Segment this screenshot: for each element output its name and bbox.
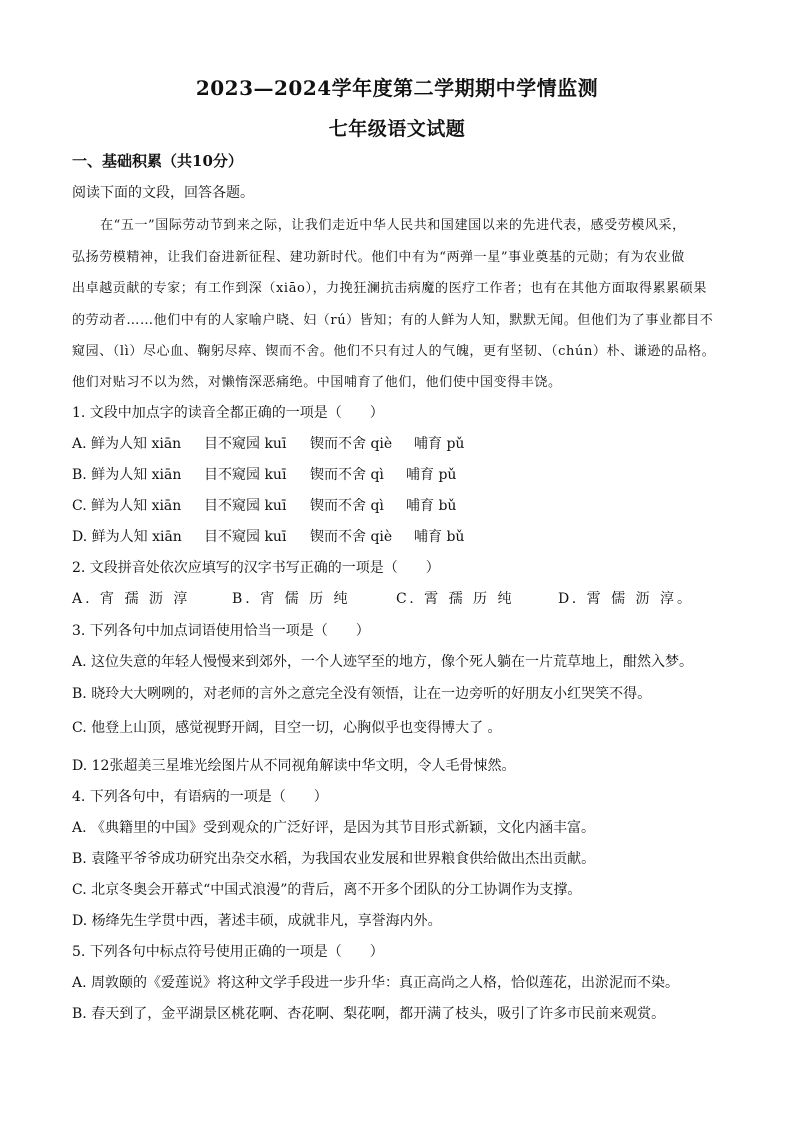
q1d-item-3: 锲而不舍 qiè (310, 529, 393, 545)
q1b-item-3: 锲而不舍 qì (310, 467, 384, 483)
reading-instruction: 阅读下面的文段，回答各题。 (72, 185, 254, 201)
question-3-stem: 3. 下列各句中加点词语使用恰当一项是（ ） (72, 623, 370, 639)
section-heading: 一、基础积累（共10分） (72, 152, 243, 170)
passage-line-3: 出卓越贡献的专家；有工作到深（xiāo），力挽狂澜抗击病魔的医疗工作者；也有在其他方面取得累累硕果 (72, 281, 707, 296)
passage-line-5: 窥园、（lì）尽心血、鞠躬尽瘁、锲而不舍。他们不只有过人的气魄，更有坚韧、（chún）朴、谦逊的品格。 (72, 344, 716, 359)
q1c-item-3: 锲而不舍 qì (310, 498, 384, 514)
q1a-item-4: 哺育 pǔ (414, 436, 465, 452)
question-4-stem: 4. 下列各句中，有语病的一项是（ ） (72, 789, 328, 805)
passage-line-4: 的劳动者……他们中有的人家喻户晓、妇（rú）皆知；有的人鲜为人知，默默无闻。但他们为了事业都目不 (72, 313, 714, 328)
question-4-option-a: A. 《典籍里的中国》受到观众的广泛好评，是因为其节目形式新颖，文化内涵丰富。 (72, 820, 596, 836)
question-5-option-b: B. 春天到了，金平湖景区桃花啊、杏花啊、梨花啊，都开满了枝头，吸引了许多市民前来观赏。 (72, 1006, 666, 1022)
q2-option-c: C. 霄 孺 历 纯 (396, 591, 515, 607)
q1c-item-1: C. 鲜为人知 xiān (72, 498, 182, 514)
question-3-option-b: B. 晓玲大大咧咧的，对老师的言外之意完全没有领悟，让在一边旁听的好朋友小红哭笑不得。 (72, 686, 652, 702)
q2-option-a: A. 宵 孺 沥 淳 (72, 591, 191, 607)
passage-line-1: 在“五一”国际劳动节到来之际，让我们走近中华人民共和国建国以来的先进代表，感受劳模风采， (100, 218, 686, 233)
question-2-stem: 2. 文段拼音处依次应填写的汉字书写正确的一项是（ ） (72, 560, 440, 576)
q1b-item-4: 哺育 pǔ (406, 467, 457, 483)
q1b-item-2: 目不窥园 kuī (204, 467, 287, 483)
q1a-item-3: 锲而不舍 qiè (310, 436, 393, 452)
q1c-item-4: 哺育 bǔ (406, 498, 457, 514)
q1d-item-4: 哺育 bǔ (414, 529, 465, 545)
question-5-stem: 5. 下列各句中标点符号使用正确的一项是（ ） (72, 944, 384, 960)
passage-line-2: 弘扬劳模精神，让我们奋进新征程、建功新时代。他们中有为“两弹一星”事业奠基的元勋；有为农业做 (72, 250, 685, 265)
q1a-item-1: A. 鲜为人知 xiān (72, 436, 182, 452)
exam-title: 2023—2024学年度第二学期期中学情监测 (195, 76, 599, 100)
question-3-option-c: C. 他登上山顶，感觉视野开阔，目空一切，心胸似乎也变得博大了 。 (72, 720, 502, 736)
q2-option-d: D. 霄 儒 沥 淳。 (558, 591, 694, 607)
q1d-item-2: 目不窥园 kuī (204, 529, 287, 545)
passage-line-6: 他们对贴习不以为然，对懒惰深恶痛绝。中国哺育了他们，他们使中国变得丰饶。 (72, 375, 562, 390)
question-4-option-b: B. 袁隆平爷爷成功研究出杂交水稻，为我国农业发展和世界粮食供给做出杰出贡献。 (72, 851, 596, 867)
q1c-item-2: 目不窥园 kuī (204, 498, 287, 514)
question-5-option-a: A. 周敦颐的《爱莲说》将这种文学手段进一步升华：真正高尚之人格，恰似莲花，出淤泥而不染。 (72, 975, 680, 991)
exam-subtitle: 七年级语文试题 (328, 118, 466, 140)
q1d-item-1: D. 鲜为人知 xiān (72, 529, 182, 545)
q2-option-b: B. 宵 儒 历 纯 (232, 591, 351, 607)
q1a-item-2: 目不窥园 kuī (204, 436, 287, 452)
q1b-item-1: B. 鲜为人知 xiān (72, 467, 182, 483)
question-4-option-c: C. 北京冬奥会开幕式“中国式浪漫”的背后，离不开多个团队的分工协调作为支撑。 (72, 882, 582, 898)
question-3-option-d: D. 12张超美三星堆光绘图片从不同视角解读中华文明，令人毛骨悚然。 (72, 758, 516, 774)
question-1-stem: 1. 文段中加点字的读音全都正确的一项是（ ） (72, 405, 384, 421)
question-3-option-a: A. 这位失意的年轻人慢慢来到郊外，一个人迹罕至的地方，像个死人躺在一片荒草地上，酣然入梦。 (72, 654, 694, 670)
question-4-option-d: D. 杨绛先生学贯中西，著述丰硕，成就非凡，享誉海内外。 (72, 913, 442, 929)
